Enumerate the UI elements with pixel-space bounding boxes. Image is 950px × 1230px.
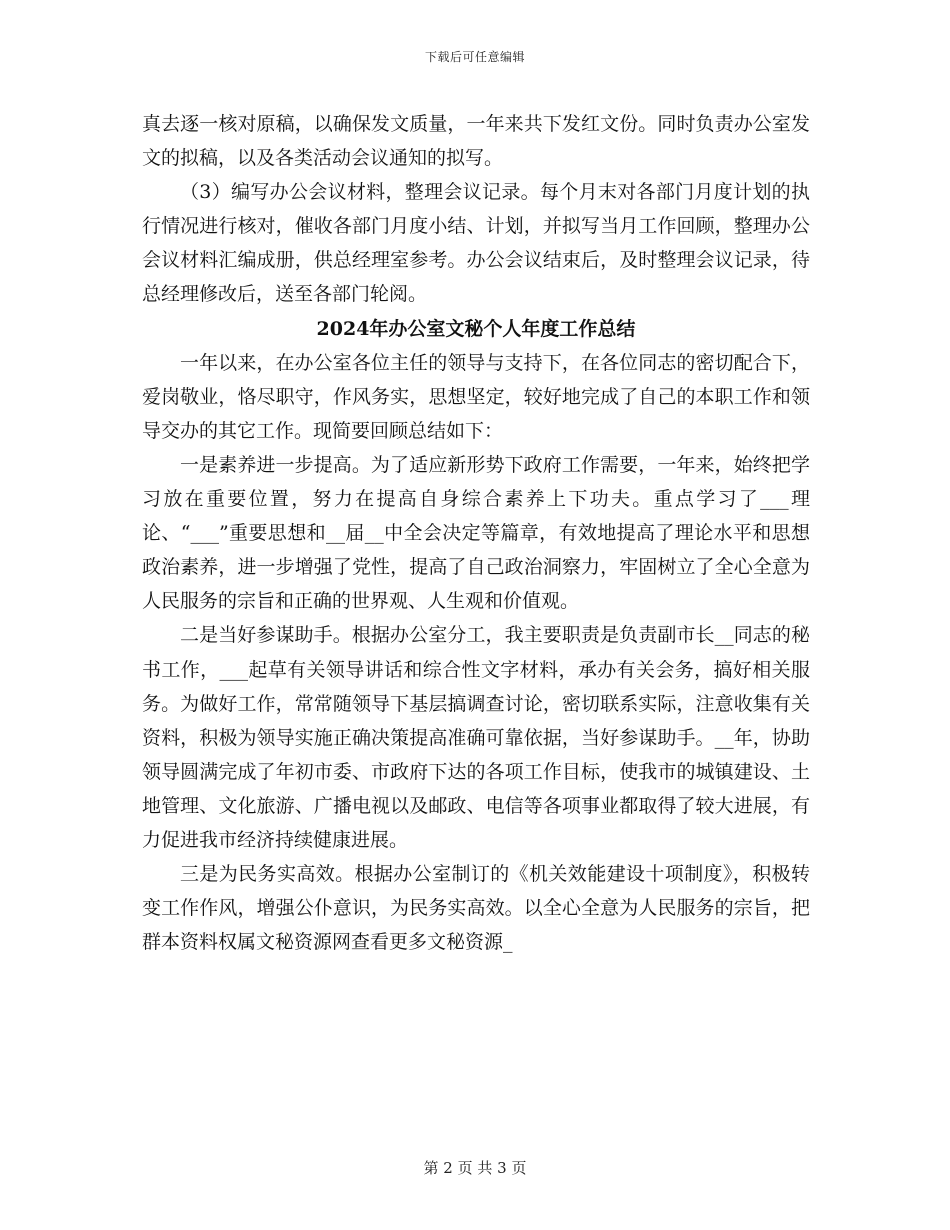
paragraph-continued: 真去逐一核对原稿，以确保发文质量，一年来共下发红文份。同时负责办公室发文的拟稿，以及各类活动会议通知的拟写。 xyxy=(142,113,810,170)
document-title: 2024年办公室文秘个人年度工作总结 xyxy=(316,317,636,340)
page-header: 下载后可任意编辑 xyxy=(424,50,525,64)
paragraph-meeting-materials: （3）编写办公会议材料，整理会议记录。每个月末对各部门月度计划的执行情况进行核对，催收各部门月度小结、计划，并拟写当月工作回顾，整理办公会议材料汇编成册，供总经理室参考。办公会议结束后，及时整理会议记录，待总经理修改后，送至各部门轮阅。 xyxy=(142,181,810,306)
paragraph-literacy: 一是素养进一步提高。为了适应新形势下政府工作需要，一年来，始终把学习放在重要位置，努力在提高自身综合素养上下功夫。重点学习了___理论、“___”重要思想和__届__中全会决定等篇章，有效地提高了理论水平和思想政治素养，进一步增强了党性，提高了自己政治洞察力，牢固树立了全心全意为人民服务的宗旨和正确的世界观、人生观和价值观。 xyxy=(142,453,810,613)
paragraph-advisor: 二是当好参谋助手。根据办公室分工，我主要职责是负责副市长__同志的秘书工作，___起草有关领导讲话和综合性文字材料，承办有关会务，搞好相关服务。为做好工作，常常随领导下基层搞调查讨论，密切联系实际，注意收集有关资料，积极为领导实施正确决策提高准确可靠依据，当好参谋助手。__年，协助领导圆满完成了年初市委、市政府下达的各项工作目标，使我市的城镇建设、土地管理、文化旅游、广播电视以及邮政、电信等各项事业都取得了较大进展，有力促进我市经济持续健康进展。 xyxy=(142,624,810,851)
page-footer: 第 2 页 共 3 页 xyxy=(423,1159,527,1177)
paragraph-intro: 一年以来，在办公室各位主任的领导与支持下，在各位同志的密切配合下，爱岗敬业，恪尽职守，作风务实，思想坚定，较好地完成了自己的本职工作和领导交办的其它工作。现简要回顾总结如下： xyxy=(142,351,810,442)
document-body xyxy=(142,107,810,959)
paragraph-efficiency: 三是为民务实高效。根据办公室制订的《机关效能建设十项制度》，积极转变工作作风，增强公仆意识，为民务实高效。以全心全意为人民服务的宗旨，把群本资料权属文秘资源网查看更多文秘资源_ xyxy=(142,863,810,954)
